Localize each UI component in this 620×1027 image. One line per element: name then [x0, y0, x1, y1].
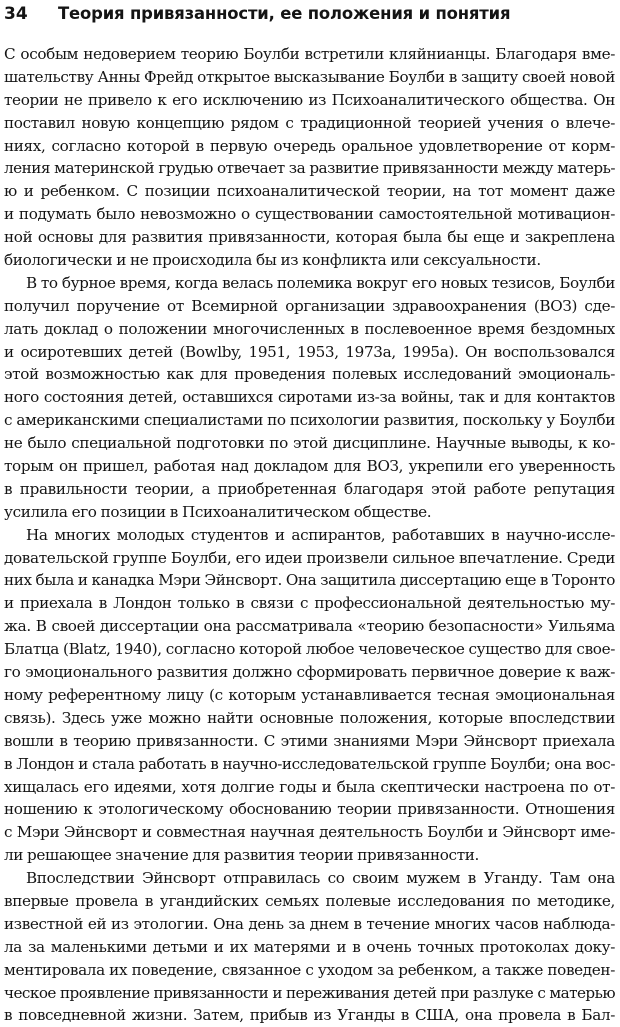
text-line: получил поручение от Всемирной организации здравоохранения (ВОЗ) сде- — [4, 296, 615, 315]
body-text — [4, 43, 615, 1027]
page-number: 34 — [4, 4, 28, 24]
text-line: торым он пришел, работая над докладом для ВОЗ, укрепили его уверенность — [4, 457, 615, 476]
text-line: го эмоционального развития должно сформировать первичное доверие к важ- — [4, 663, 615, 682]
text-line: ла за маленькими детьми и их матерями и в очень точных протоколах доку- — [4, 937, 615, 956]
text-line: ментировала их поведение, связанное с уходом за ребенком, а также поведен- — [4, 960, 615, 979]
text-line: биологически и не происходила бы из конфликта или сексуальности. — [4, 251, 541, 270]
text-line: и приехала в Лондон только в связи с профессиональной деятельностью му- — [4, 594, 615, 613]
text-line: ления материнской грудью отвечает за развитие привязанности между матерь- — [4, 159, 615, 178]
text-line: в правильности теории, а приобретенная благодаря этой работе репутация — [4, 479, 615, 498]
text-line: впервые провела в угандийских семьях полевые исследования по методике, — [4, 891, 615, 910]
text-line: лать доклад о положении многочисленных в послевоенное время бездомных — [4, 319, 615, 338]
text-line: ю и ребенком. С позиции психоаналитической теории, на тот момент даже — [4, 182, 615, 201]
text-line: шательству Анны Фрейд открытое высказывание Боулби в защиту своей новой — [4, 67, 615, 86]
text-line: Блатца (Blatz, 1940), согласно которой любое человеческое существо для свое- — [4, 640, 615, 659]
running-title: Теория привязанности, ее положения и понятия — [58, 4, 511, 23]
text-line: и осиротевших детей (Bowlby, 1951, 1953, 1973а, 1995а). Он воспользовался — [4, 342, 615, 361]
text-line: С особым недоверием теорию Боулби встретили кляйнианцы. Благодаря вме- — [4, 45, 615, 63]
text-line: в повседневной жизни. Затем, прибыв из Уганды в США, она провела в Бал- — [4, 1006, 615, 1025]
text-line: вошли в теорию привязанности. С этими знаниями Мэри Эйнсворт приехала — [4, 731, 615, 750]
text-line: ниях, согласно которой в первую очередь оральное удовлетворение от корм- — [4, 136, 615, 155]
text-line: связь). Здесь уже можно найти основные положения, которые впоследствии — [4, 708, 615, 727]
text-line: усилила его позиции в Психоаналитическом обществе. — [4, 502, 432, 521]
text-line: этой возможностью как для проведения полевых исследований эмоциональ- — [4, 365, 615, 384]
text-line: хищалась его идеями, хотя долгие годы и была скептически настроена по от- — [4, 777, 615, 796]
text-line: В то бурное время, когда велась полемика вокруг его новых тезисов, Боулби — [26, 273, 615, 292]
text-line: На многих молодых студентов и аспирантов, работавших в научно-иссле- — [26, 525, 615, 544]
text-line: не было специальной подготовки по этой дисциплине. Научные выводы, к ко- — [4, 434, 615, 453]
text-line: ли решающее значение для развития теории привязанности. — [4, 846, 480, 865]
text-line: поставил новую концепцию рядом с традиционной теорией учения о влече- — [4, 113, 615, 132]
text-line: ческое проявление привязанности и переживания детей при разлуке с матерью — [4, 983, 615, 1002]
text-line: в Лондон и стала работать в научно-исследовательской группе Боулби; она вос- — [4, 754, 615, 773]
text-line: жа. В своей диссертации она рассматривала «теорию безопасности» Уильяма — [4, 617, 615, 636]
text-line: теории не привело к его исключению из Психоаналитического общества. Он — [4, 90, 615, 109]
text-line: ному референтному лицу (с которым устанавливается тесная эмоциональная — [4, 685, 615, 704]
text-line: и подумать было невозможно о существовании самостоятельной мотивацион- — [4, 205, 615, 224]
text-line: ного состояния детей, оставшихся сиротами из-за войны, так и для контактов — [4, 388, 615, 407]
page-header — [4, 4, 615, 37]
text-line: них была и канадка Мэри Эйнсворт. Она защитила диссертацию еще в Торонто — [4, 571, 615, 590]
text-line: ношению к этологическому обоснованию теории привязанности. Отношения — [4, 800, 615, 819]
text-line: довательской группе Боулби, его идеи произвели сильное впечатление. Среди — [4, 548, 615, 567]
text-line: с Мэри Эйнсворт и совместная научная деятельность Боулби и Эйнсворт име- — [4, 823, 615, 842]
text-line: с американскими специалистами по психологии развития, поскольку у Боулби — [4, 411, 615, 430]
text-line: Впоследствии Эйнсворт отправилась со своим мужем в Уганду. Там она — [26, 869, 615, 888]
text-line: известной ей из этологии. Она день за днем в течение многих часов наблюда- — [4, 914, 615, 933]
text-line: ной основы для развития привязанности, которая была бы еще и закреплена — [4, 228, 615, 247]
